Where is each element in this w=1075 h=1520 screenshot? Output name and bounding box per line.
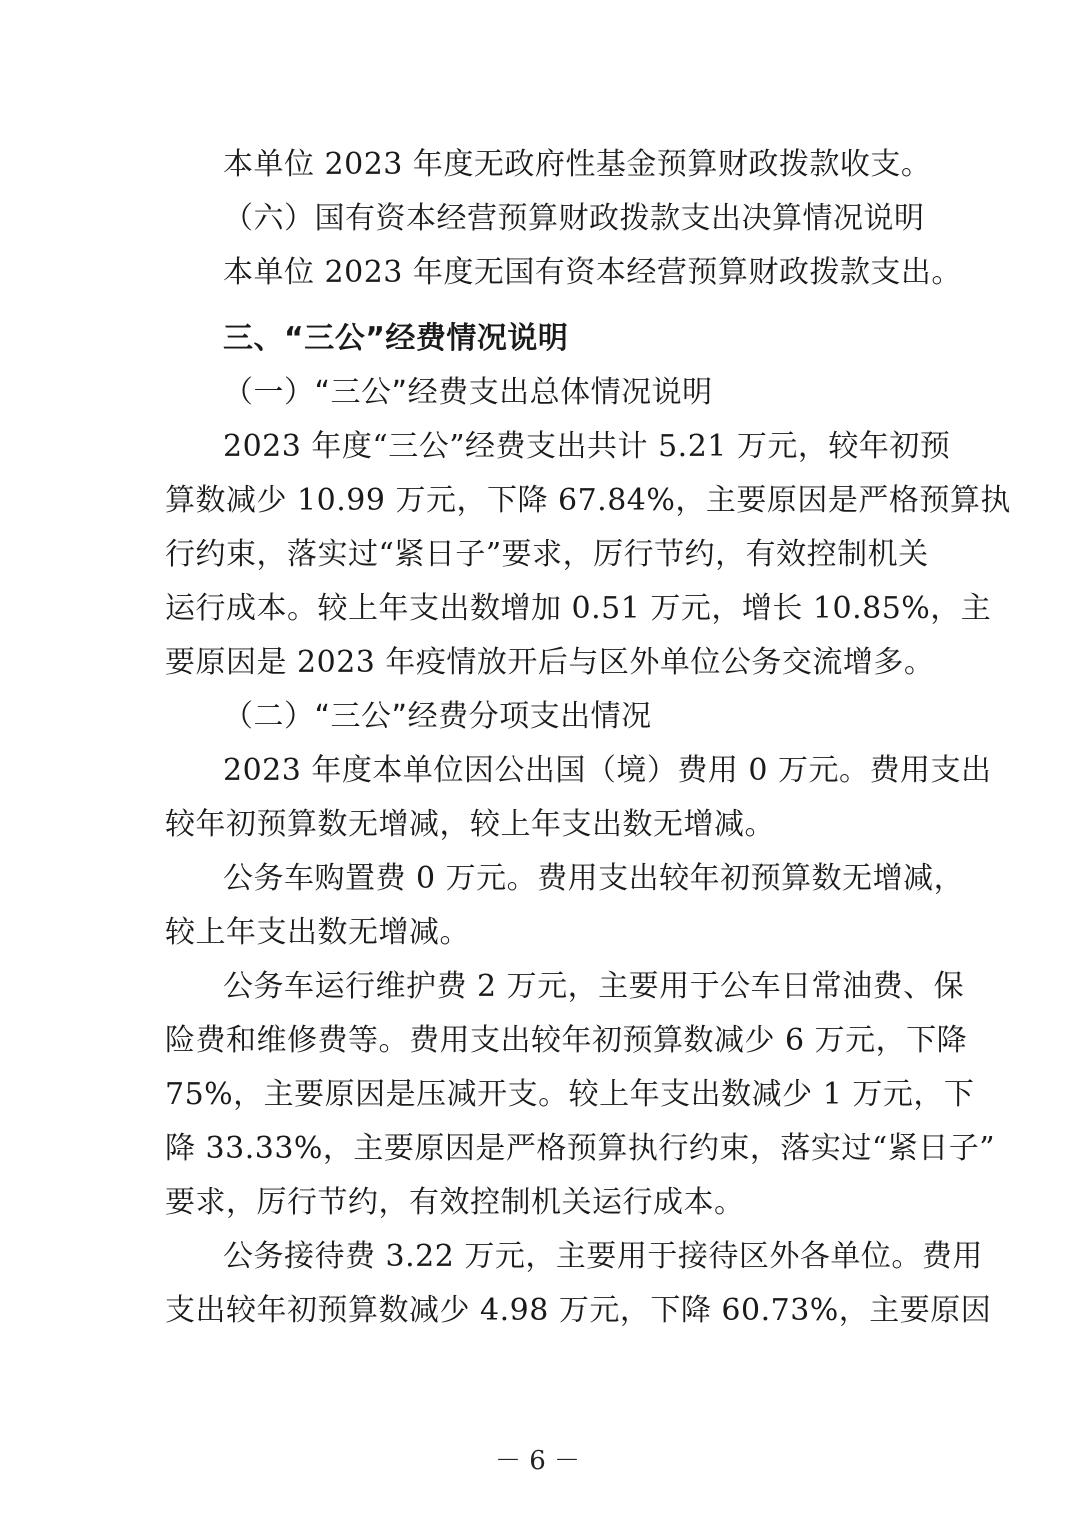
spacer bbox=[165, 300, 915, 312]
page-number: － 6 － bbox=[494, 1446, 581, 1476]
paragraph-line: 算数减少 10.99 万元，下降 67.84%，主要原因是严格预算执 bbox=[165, 483, 1011, 518]
paragraph-line: 2023 年度“三公”经费支出共计 5.21 万元，较年初预 bbox=[223, 429, 951, 464]
document-body bbox=[165, 138, 1011, 1338]
section-subheading: （一）“三公”经费支出总体情况说明 bbox=[223, 375, 713, 410]
section-heading: 三、“三公”经费情况说明 bbox=[223, 321, 569, 356]
paragraph-line: 支出较年初预算数减少 4.98 万元，下降 60.73%，主要原因 bbox=[165, 1293, 992, 1328]
paragraph-line: 较年初预算数无增减，较上年支出数无增减。 bbox=[165, 807, 775, 842]
paragraph-line: 降 33.33%，主要原因是严格预算执行约束，落实过“紧日子” bbox=[165, 1131, 996, 1166]
paragraph-line: 2023 年度本单位因公出国（境）费用 0 万元。费用支出 bbox=[223, 753, 992, 788]
paragraph-line: 行约束，落实过“紧日子”要求，厉行节约，有效控制机关 bbox=[165, 537, 929, 572]
section-subheading: （二）“三公”经费分项支出情况 bbox=[223, 699, 652, 734]
paragraph-line: 运行成本。较上年支出数增加 0.51 万元，增长 10.85%，主 bbox=[165, 591, 992, 626]
paragraph-line: 公务车购置费 0 万元。费用支出较年初预算数无增减， bbox=[223, 861, 965, 896]
paragraph-line: 较上年支出数无增减。 bbox=[165, 915, 470, 950]
paragraph-line: 75%，主要原因是压减开支。较上年支出数减少 1 万元，下 bbox=[165, 1077, 975, 1112]
paragraph-line: 公务车运行维护费 2 万元，主要用于公车日常油费、保 bbox=[223, 969, 965, 1004]
section-subheading: （六）国有资本经营预算财政拨款支出决算情况说明 bbox=[223, 201, 925, 236]
paragraph-line: 本单位 2023 年度无国有资本经营预算财政拨款支出。 bbox=[223, 255, 962, 290]
paragraph-line: 要求，厉行节约，有效控制机关运行成本。 bbox=[165, 1185, 745, 1220]
paragraph-line: 险费和维修费等。费用支出较年初预算数减少 6 万元，下降 bbox=[165, 1023, 968, 1058]
paragraph-line: 公务接待费 3.22 万元，主要用于接待区外各单位。费用 bbox=[223, 1239, 983, 1274]
paragraph-line: 要原因是 2023 年疫情放开后与区外单位公务交流增多。 bbox=[165, 645, 935, 680]
paragraph-line: 本单位 2023 年度无政府性基金预算财政拨款收支。 bbox=[223, 147, 932, 182]
